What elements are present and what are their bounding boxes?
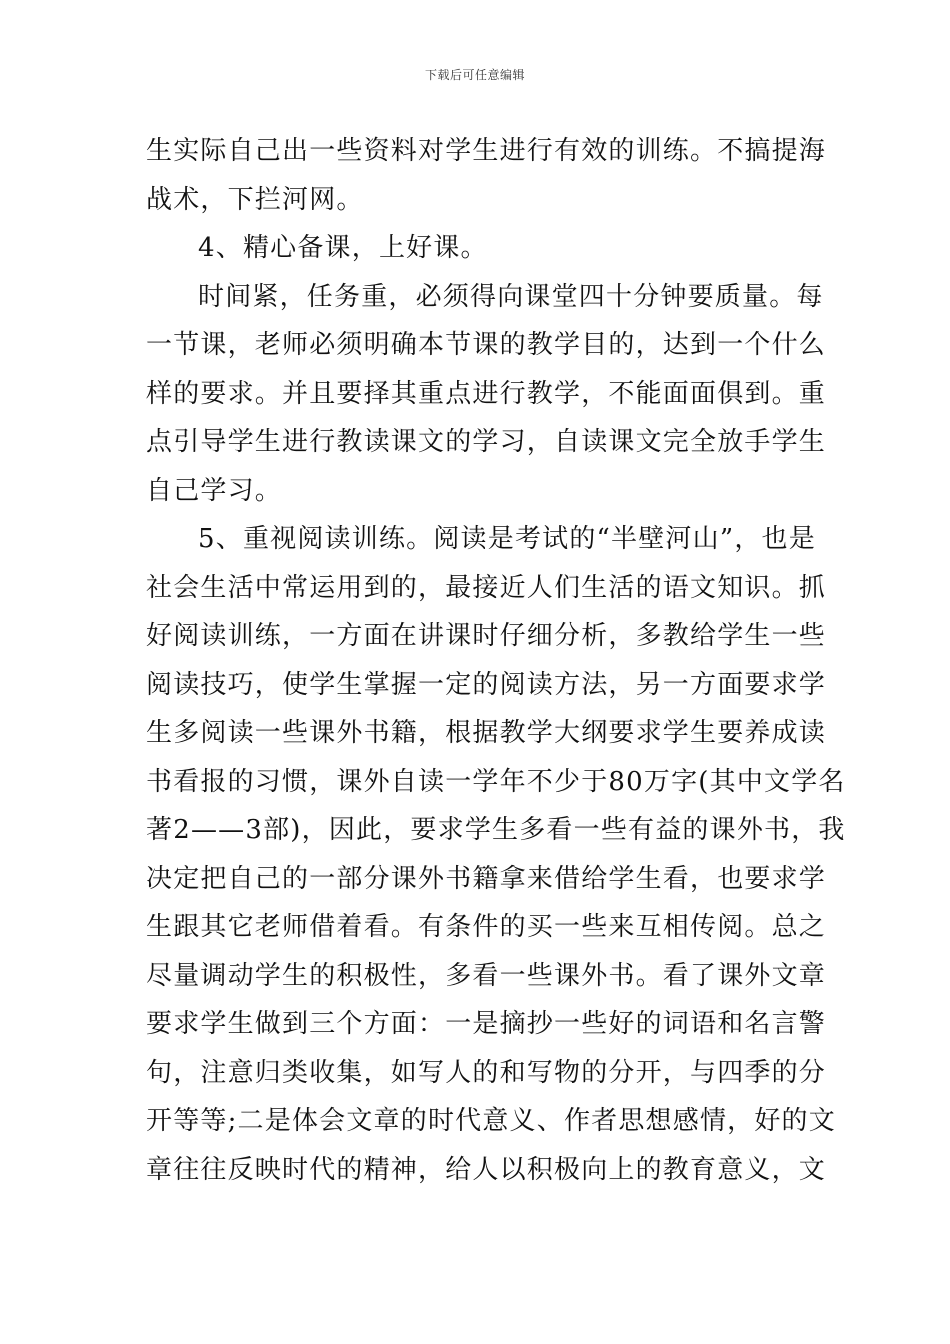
text-line: 阅读技巧，使学生掌握一定的阅读方法，另一方面要求学: [146, 669, 827, 700]
text-line: 4、精心备课，上好课。: [198, 233, 488, 263]
document-body: [146, 127, 846, 1194]
text-line: 社会生活中常运用到的，最接近人们生活的语文知识。抓: [146, 572, 827, 603]
text-line: 章往往反映时代的精神，给人以积极向上的教育意义，文: [146, 1154, 827, 1185]
page-header: 下载后可任意编辑: [424, 68, 525, 82]
text-line: 著2——3部)，因此，要求学生多看一些有益的课外书，我: [146, 815, 846, 845]
text-line: 自己学习。: [146, 475, 283, 506]
text-line: 决定把自己的一部分课外书籍拿来借给学生看，也要求学: [146, 863, 827, 894]
text-line: 开等等;二是体会文章的时代意义、作者思想感情，好的文: [146, 1106, 836, 1136]
text-line: 书看报的习惯，课外自读一学年不少于80万字(其中文学名: [146, 766, 846, 797]
text-line: 句，注意归类收集，如写人的和写物的分开，与四季的分: [146, 1057, 827, 1088]
text-line: 样的要求。并且要择其重点进行教学，不能面面俱到。重: [146, 378, 827, 409]
text-line: 生多阅读一些课外书籍，根据教学大纲要求学生要养成读: [146, 718, 827, 748]
text-line: 5、重视阅读训练。阅读是考试的“半壁河山”，也是: [198, 524, 816, 554]
text-line: 生实际自己出一些资料对学生进行有效的训练。不搞提海: [146, 136, 827, 166]
text-line: 点引导学生进行教读课文的学习，自读课文完全放手学生: [146, 427, 827, 457]
text-line: 一节课，老师必须明确本节课的教学目的，达到一个什么: [146, 330, 827, 360]
text-line: 生跟其它老师借着看。有条件的买一些来互相传阅。总之: [146, 912, 827, 942]
text-line: 要求学生做到三个方面：一是摘抄一些好的词语和名言警: [146, 1009, 827, 1039]
text-line: 战术，下拦河网。: [146, 184, 364, 215]
text-line: 时间紧，任务重，必须得向课堂四十分钟要质量。每: [198, 281, 824, 312]
text-line: 尽量调动学生的积极性，多看一些课外书。看了课外文章: [146, 960, 827, 991]
text-line: 好阅读训练，一方面在讲课时仔细分析，多教给学生一些: [146, 621, 827, 651]
